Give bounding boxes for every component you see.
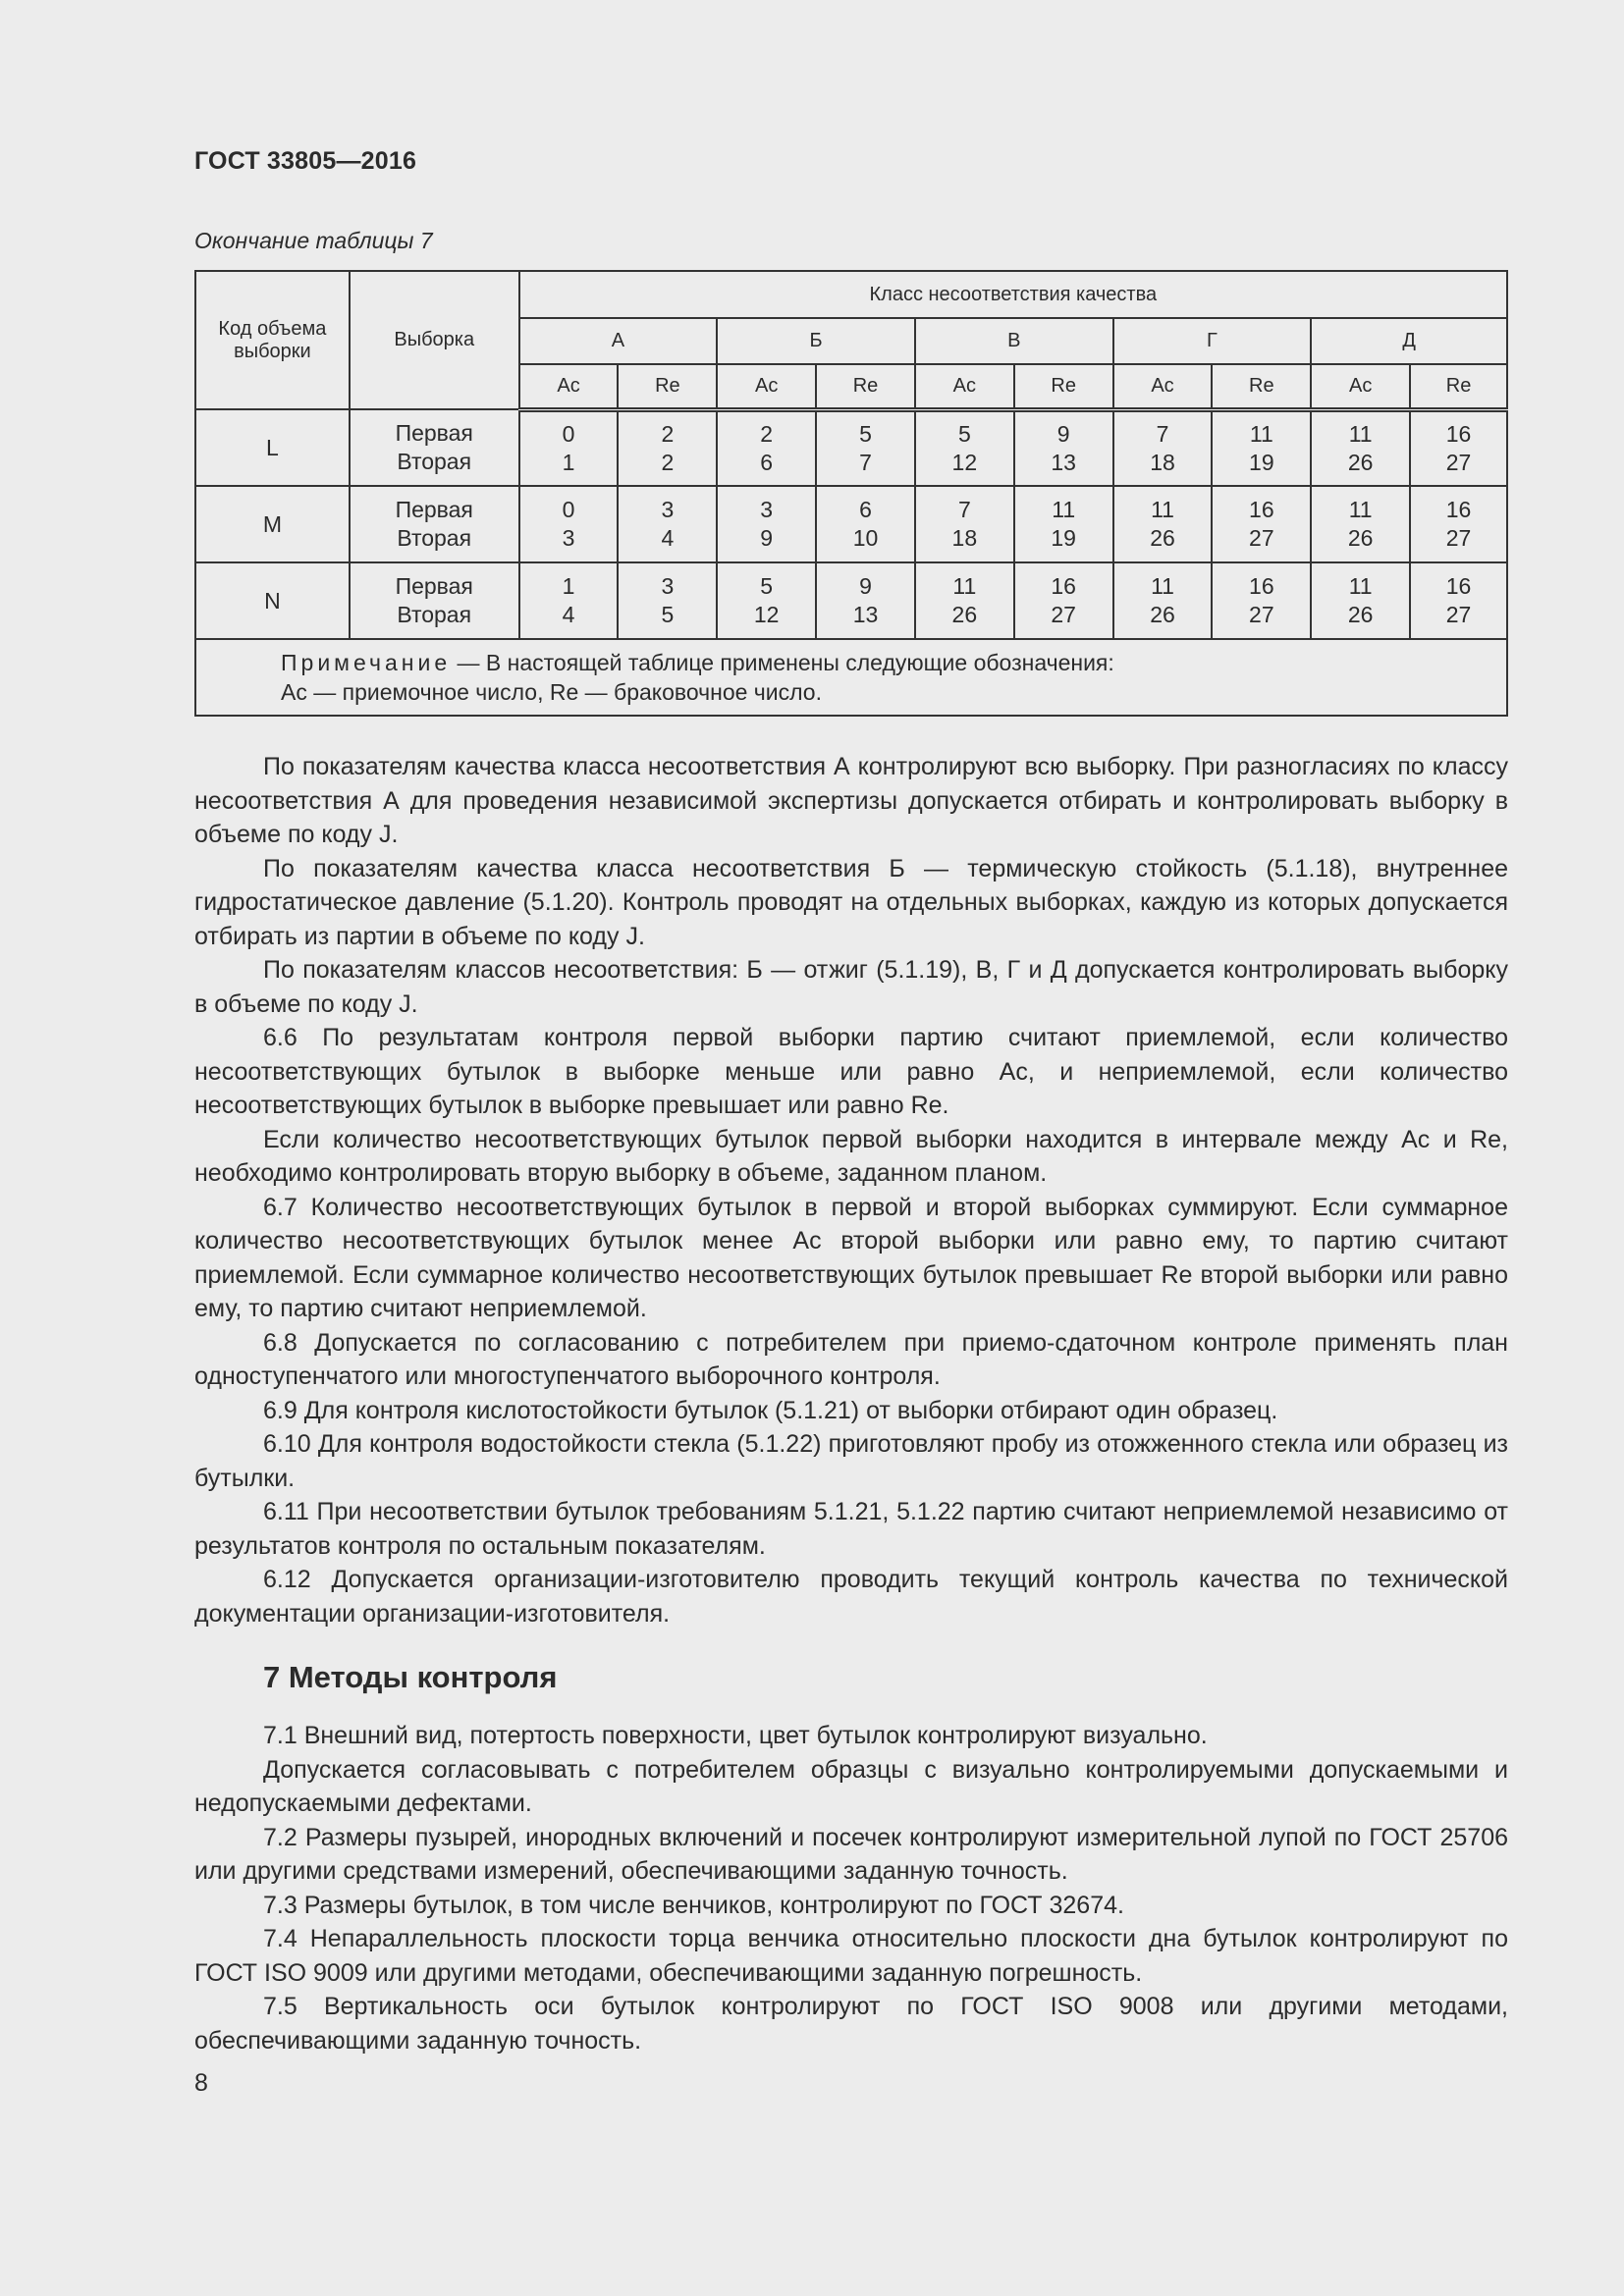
value-cell: 11 26 (1311, 409, 1410, 486)
table-note (195, 639, 1507, 716)
value-cell: 0 1 (519, 409, 619, 486)
value-cell: 2 2 (618, 409, 717, 486)
header-re: Re (1410, 364, 1507, 409)
paragraph: 6.6 По результатам контроля первой выборки партию считают приемлемой, если количество несоответствующих бутылок в выборке меньше или равно Ac, и неприемлемой, если количество несоответствующих бутылок в выборке превышает или равно Re. (194, 1024, 1508, 1119)
value-cell: 16 27 (1410, 562, 1507, 639)
sample-cell: Первая Вторая (350, 409, 519, 486)
header-re: Re (1212, 364, 1311, 409)
header-re: Re (618, 364, 717, 409)
section-heading: 7 Методы контроля (263, 1660, 558, 1694)
paragraph: По показателям классов несоответствия: Б — отжиг (5.1.19), В, Г и Д допускается контролировать выборку в объеме по коду J. (194, 956, 1508, 1018)
body-text (194, 750, 1508, 2057)
document-id-header: ГОСТ 33805—2016 (194, 147, 417, 175)
paragraph: 6.7 Количество несоответствующих бутылок в первой и второй выборках суммируют. Если суммарное количество несоответствующих бутылок менее Ac второй выборки или равно ему, то партию считают приемлемой. Если суммарное количество несоответствующих бутылок превышает Re второй выборки или равно ему, то партию считают неприемлемой. (194, 1193, 1508, 1322)
paragraph: 6.10 Для контроля водостойкости стекла (5.1.22) приготовляют пробу из отожженного стекла или образец из бутылки. (194, 1430, 1508, 1492)
header-ac: Ac (519, 364, 619, 409)
value-cell: 16 27 (1212, 562, 1311, 639)
code-cell: L (195, 409, 350, 486)
header-re: Re (816, 364, 915, 409)
header-class-a: А (519, 318, 718, 364)
paragraph: 7.2 Размеры пузырей, инородных включений и посечек контролируют измерительной лупой по ГОСТ 25706 или другими средствами измерений, обеспечивающими заданную точность. (194, 1823, 1508, 1885)
value-cell: 9 13 (816, 562, 915, 639)
value-cell: 11 26 (1113, 486, 1213, 562)
paragraph: 6.12 Допускается организации-изготовителю проводить текущий контроль качества по технической документации организации-изготовителя. (194, 1566, 1508, 1628)
paragraph: Допускается согласовывать с потребителем образцы с визуально контролируемыми допускаемыми и недопускаемыми дефектами. (194, 1755, 1508, 1817)
table-row (195, 562, 1507, 639)
header-class-d: Д (1311, 318, 1507, 364)
value-cell: 16 27 (1410, 486, 1507, 562)
value-cell: 9 13 (1014, 409, 1113, 486)
paragraph: Если количество несоответствующих бутылок первой выборки находится в интервале между Ac и Re, необходимо контролировать вторую выборку в объеме, заданном планом. (194, 1125, 1508, 1187)
value-cell: 11 19 (1014, 486, 1113, 562)
paragraph: 6.9 Для контроля кислотостойкости бутылок (5.1.21) от выборки отбирают один образец. (263, 1396, 1278, 1424)
header-re: Re (1014, 364, 1113, 409)
value-cell: 11 26 (915, 562, 1014, 639)
header-class-v: В (915, 318, 1113, 364)
table-note-row (195, 639, 1507, 716)
acceptance-table (194, 270, 1508, 717)
note-line-2: Ac — приемочное число, Re — браковочное число. (281, 679, 822, 705)
value-cell: 5 7 (816, 409, 915, 486)
paragraph: 7.4 Непараллельность плоскости торца венчика относительно плоскости дна бутылок контролируют по ГОСТ ISO 9009 или другими методами, обеспечивающими заданную погрешность. (194, 1925, 1508, 1987)
value-cell: 3 4 (618, 486, 717, 562)
paragraph: По показателям качества класса несоответствия А контролируют всю выборку. При разногласиях по классу несоответствия А для проведения независимой экспертизы допускается отбирать и контролировать выборку в объеме по коду J. (194, 753, 1508, 848)
value-cell: 1 4 (519, 562, 619, 639)
value-cell: 11 26 (1311, 486, 1410, 562)
note-line-1: — В настоящей таблице применены следующие обозначения: (451, 650, 1114, 675)
value-cell: 7 18 (1113, 409, 1213, 486)
value-cell: 7 18 (915, 486, 1014, 562)
value-cell: 5 12 (915, 409, 1014, 486)
header-ac: Ac (1311, 364, 1410, 409)
paragraph: 7.1 Внешний вид, потертость поверхности, цвет бутылок контролируют визуально. (263, 1722, 1208, 1749)
value-cell: 11 19 (1212, 409, 1311, 486)
paragraph: 7.5 Вертикальность оси бутылок контролируют по ГОСТ ISO 9008 или другими методами, обеспечивающими заданную точность. (194, 1993, 1508, 2055)
value-cell: 5 12 (717, 562, 816, 639)
value-cell: 3 5 (618, 562, 717, 639)
table-caption: Окончание таблицы 7 (194, 228, 433, 253)
table-row (195, 409, 1507, 486)
table-row (195, 486, 1507, 562)
header-ac: Ac (915, 364, 1014, 409)
header-class-b: Б (717, 318, 915, 364)
header-ac: Ac (1113, 364, 1213, 409)
value-cell: 0 3 (519, 486, 619, 562)
note-label: Примечание (281, 650, 452, 675)
value-cell: 3 9 (717, 486, 816, 562)
header-sample: Выборка (350, 271, 519, 409)
value-cell: 16 27 (1014, 562, 1113, 639)
paragraph: 7.3 Размеры бутылок, в том числе венчиков, контролируют по ГОСТ 32674. (263, 1891, 1124, 1919)
paragraph: По показателям качества класса несоответствия Б — термическую стойкость (5.1.18), внутреннее гидростатическое давление (5.1.20). Контроль проводят на отдельных выборках, каждую из которых допускается отбирать из партии в объеме по коду J. (194, 854, 1508, 950)
sample-cell: Первая Вторая (350, 486, 519, 562)
code-cell: M (195, 486, 350, 562)
value-cell: 11 26 (1311, 562, 1410, 639)
sample-cell: Первая Вторая (350, 562, 519, 639)
header-class: Класс несоответствия качества (519, 271, 1507, 318)
header-class-g: Г (1113, 318, 1312, 364)
value-cell: 16 27 (1212, 486, 1311, 562)
header-code: Код объема выборки (195, 271, 350, 409)
value-cell: 6 10 (816, 486, 915, 562)
paragraph: 6.8 Допускается по согласованию с потребителем при приемо-сдаточном контроле применять план одноступенчатого или многоступенчатого выборочного контроля. (194, 1328, 1508, 1390)
header-ac: Ac (717, 364, 816, 409)
value-cell: 16 27 (1410, 409, 1507, 486)
value-cell: 2 6 (717, 409, 816, 486)
code-cell: N (195, 562, 350, 639)
value-cell: 11 26 (1113, 562, 1213, 639)
paragraph: 6.11 При несоответствии бутылок требованиям 5.1.21, 5.1.22 партию считают неприемлемой независимо от результатов контроля по остальным показателям. (194, 1498, 1508, 1560)
page-number: 8 (194, 2069, 208, 2097)
